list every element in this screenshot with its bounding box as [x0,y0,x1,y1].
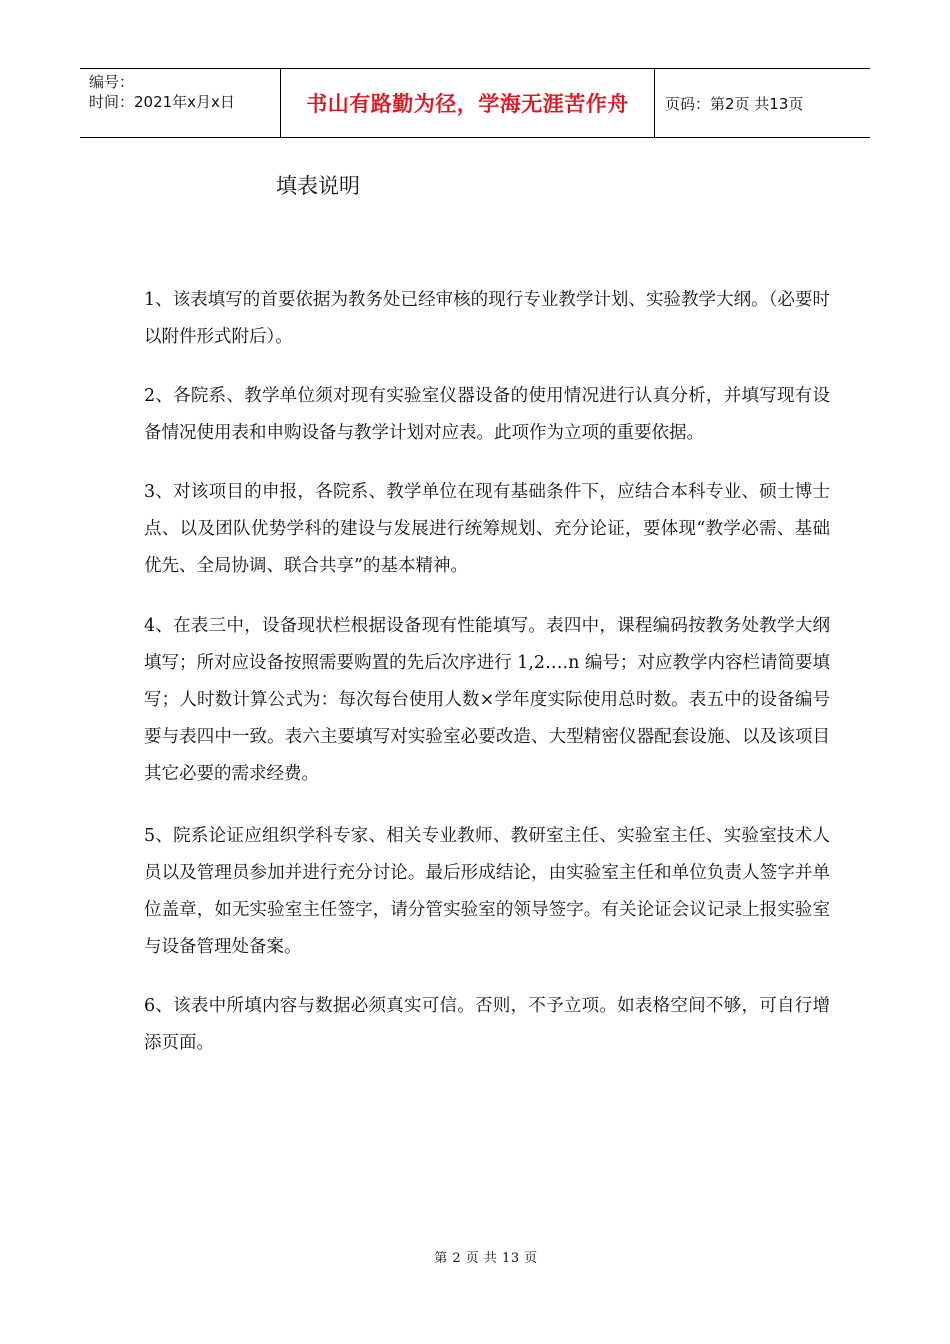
header-motto: 书山有路勤为径，学海无涯苦作舟 [281,69,655,137]
page-footer: 第 2 页 共 13 页 [434,1251,538,1266]
instruction-item-3: 3、对该项目的申报，各院系、教学单位在现有基础条件下，应结合本科专业、硕士博士点、以及团队优势学科的建设与发展进行统筹规划、充分论证，要体现“教学必需、基础优先、全局协调、联合共享”的基本精神。 [144,482,830,576]
instruction-item-6: 6、该表中所填内容与数据必须真实可信。否则，不予立项。如表格空间不够，可自行增添页面。 [144,996,830,1053]
instruction-item-1: 1、该表填写的首要依据为教务处已经审核的现行专业教学计划、实验教学大纲。（必要时以附件形式附后）。 [144,290,830,347]
header-page-info: 页码：第2页 共13页 [665,94,804,113]
header-meta [80,69,281,137]
page-header [80,68,870,138]
instruction-list [144,282,830,1084]
date-label: 时间：2021年x月x日 [89,93,235,111]
instruction-item-4: 4、在表三中，设备现状栏根据设备现有性能填写。表四中，课程编码按教务处教学大纲填写；所对应设备按照需要购置的先后次序进行 1,2….n 编号；对应教学内容栏请简要填写；人时数计算公式为：每次每台使用人数×学年度实际使用总时数。表五中的设备编号要与表四中一致。表六主要填写对实验室必要改造、大型精密仪器配套设施、以及该项目其它必要的需求经费。 [144,616,830,784]
page-title: 填表说明 [276,174,360,198]
serial-number-label: 编号： [89,73,135,91]
instruction-item-5: 5、院系论证应组织学科专家、相关专业教师、教研室主任、实验室主任、实验室技术人员以及管理员参加并进行充分讨论。最后形成结论，由实验室主任和单位负责人签字并单位盖章，如无实验室主任签字，请分管实验室的领导签字。有关论证会议记录上报实验室与设备管理处备案。 [144,826,830,957]
instruction-item-2: 2、各院系、教学单位须对现有实验室仪器设备的使用情况进行认真分析，并填写现有设备情况使用表和申购设备与教学计划对应表。此项作为立项的重要依据。 [144,386,830,443]
